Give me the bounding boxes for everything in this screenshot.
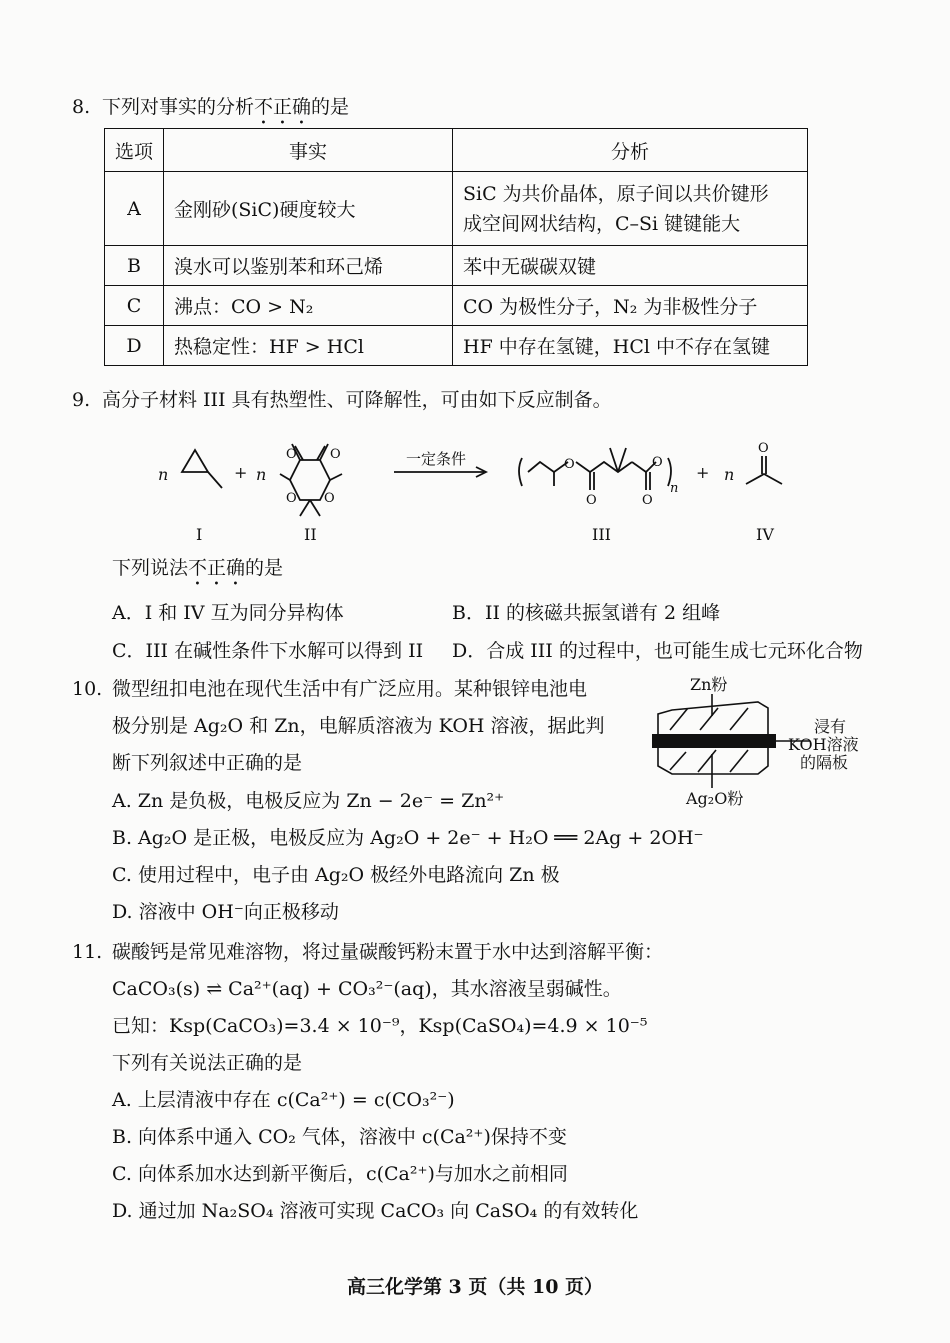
coefficient-n: n xyxy=(724,465,735,484)
svg-text:O: O xyxy=(652,455,663,470)
row-option: B xyxy=(105,246,164,286)
label-II: II xyxy=(304,525,317,544)
svg-text:O: O xyxy=(324,491,335,506)
label-I: I xyxy=(196,525,203,544)
q11-option-d[interactable]: D. 通过加 Na₂SO₄ 溶液可实现 CaCO₃ 向 CaSO₄ 的有效转化 xyxy=(112,1200,639,1222)
q11-equilibrium: CaCO₃(s) ⇌ Ca²⁺(aq) + CO₃²⁻(aq)，其水溶液呈弱碱性。 xyxy=(112,978,622,1000)
ag2o-powder-label: Ag₂O粉 xyxy=(686,789,744,808)
header-option: 选项 xyxy=(105,129,164,172)
table-row xyxy=(105,286,808,326)
q9-option-d[interactable]: D．合成 III 的过程中，也可能生成七元环化合物 xyxy=(452,640,863,662)
row-analysis: CO 为极性分子，N₂ 为非极性分子 xyxy=(453,286,808,326)
row-option: A xyxy=(105,172,164,246)
q11-option-a[interactable]: A. 上层清液中存在 c(Ca²⁺) = c(CO₃²⁻) xyxy=(112,1089,455,1111)
label-IV: IV xyxy=(756,525,774,544)
plus-sign: + xyxy=(696,463,710,482)
q8-table xyxy=(104,128,808,366)
table-header-row xyxy=(105,129,808,172)
row-fact: 金刚砂(SiC)硬度较大 xyxy=(164,172,453,246)
svg-text:O: O xyxy=(758,441,769,456)
table-row xyxy=(105,172,808,246)
coefficient-n: n xyxy=(256,465,267,484)
plus-sign: + xyxy=(234,463,248,482)
q11-stem: 11. 碳酸钙是常见难溶物，将过量碳酸钙粉末置于水中达到溶解平衡： xyxy=(72,941,664,963)
svg-text:O: O xyxy=(330,447,341,462)
q10-stem-line2: 极分别是 Ag₂O 和 Zn，电解质溶液为 KOH 溶液，据此判 xyxy=(112,715,605,737)
reaction-condition: 一定条件 xyxy=(406,450,467,468)
q10-option-c[interactable]: C. 使用过程中，电子由 Ag₂O 极经外电路流向 Zn 极 xyxy=(112,864,560,886)
q9-stem: 9. 高分子材料 III 具有热塑性、可降解性，可由如下反应制备。 xyxy=(72,389,612,411)
header-fact: 事实 xyxy=(164,129,453,172)
q9-option-b[interactable]: B．II 的核磁共振氢谱有 2 组峰 xyxy=(452,602,721,624)
q9-prompt: 下列说法不正确的是 xyxy=(112,557,284,579)
q10-number: 10. xyxy=(72,678,103,700)
structure-I xyxy=(182,450,222,488)
q8-stem: 8. 下列对事实的分析不正确的是 xyxy=(72,96,350,118)
row-analysis: 苯中无碳碳双键 xyxy=(453,246,808,286)
label-III: III xyxy=(592,525,611,544)
q10-option-b[interactable]: B. Ag₂O 是正极，电极反应为 Ag₂O + 2e⁻ + H₂O ══ 2Ag + 2OH⁻ xyxy=(112,827,704,849)
battery-diagram xyxy=(650,672,900,812)
q8-emphasis: 不正确 xyxy=(254,96,312,118)
header-analysis: 分析 xyxy=(453,129,808,172)
q10-option-d[interactable]: D. 溶液中 OH⁻向正极移动 xyxy=(112,901,339,923)
separator-label-3: 的隔板 xyxy=(800,753,849,772)
svg-text:O: O xyxy=(642,493,653,508)
subscript-n: n xyxy=(670,481,679,496)
q10-option-a[interactable]: A. Zn 是负极，电极反应为 Zn − 2e⁻ = Zn²⁺ xyxy=(112,790,505,812)
coefficient-n: n xyxy=(158,465,169,484)
row-analysis: SiC 为共价晶体，原子间以共价键形 成空间网状结构，C–Si 键键能大 xyxy=(453,172,808,246)
reaction-scheme xyxy=(140,430,820,550)
row-fact: 沸点：CO > N₂ xyxy=(164,286,453,326)
q10-stem-line3: 断下列叙述中正确的是 xyxy=(112,752,303,774)
separator-label-1: 浸有 xyxy=(814,717,847,736)
row-fact: 热稳定性：HF > HCl xyxy=(164,326,453,366)
table-row xyxy=(105,326,808,366)
structure-III xyxy=(519,448,671,490)
q11-number: 11. xyxy=(72,941,103,963)
q11-prompt: 下列有关说法正确的是 xyxy=(112,1052,303,1074)
svg-text:O: O xyxy=(586,493,597,508)
row-analysis: HF 中存在氢键，HCl 中不存在氢键 xyxy=(453,326,808,366)
page-footer: 高三化学第 3 页（共 10 页） xyxy=(346,1276,604,1298)
svg-text:O: O xyxy=(564,457,575,472)
structure-IV xyxy=(746,456,782,484)
svg-text:O: O xyxy=(286,447,297,462)
q9-number: 9. xyxy=(72,389,91,411)
separator-label-2: KOH溶液 xyxy=(788,735,859,754)
q10-stem-line1: 10. 微型纽扣电池在现代生活中有广泛应用。某种银锌电池电 xyxy=(72,678,588,700)
q9-option-c[interactable]: C．III 在碱性条件下水解可以得到 II xyxy=(112,640,424,662)
q8-number: 8. xyxy=(72,96,91,118)
q11-option-b[interactable]: B. 向体系中通入 CO₂ 气体，溶液中 c(Ca²⁺)保持不变 xyxy=(112,1126,567,1148)
svg-text:O: O xyxy=(286,491,297,506)
row-option: D xyxy=(105,326,164,366)
table-row xyxy=(105,246,808,286)
row-option: C xyxy=(105,286,164,326)
q9-option-a[interactable]: A．I 和 IV 互为同分异构体 xyxy=(112,602,344,624)
q11-known: 已知：Ksp(CaCO₃)=3.4 × 10⁻⁹，Ksp(CaSO₄)=4.9 × 10⁻⁵ xyxy=(112,1015,648,1037)
zn-powder-label: Zn粉 xyxy=(690,675,728,694)
q11-option-c[interactable]: C. 向体系加水达到新平衡后，c(Ca²⁺)与加水之前相同 xyxy=(112,1163,568,1185)
separator-plate xyxy=(652,734,776,748)
row-fact: 溴水可以鉴别苯和环己烯 xyxy=(164,246,453,286)
